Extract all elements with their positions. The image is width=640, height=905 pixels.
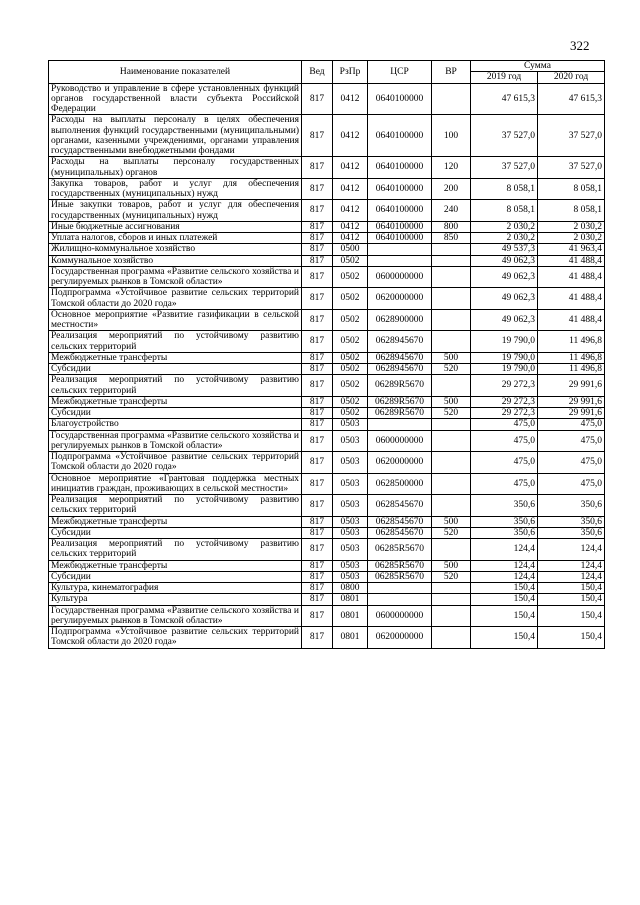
cell-rzpr: 0502 <box>333 375 368 397</box>
budget-table <box>48 60 605 649</box>
table-row <box>49 331 605 353</box>
cell-name: Реализация мероприятий по устойчивому развитию сельских территорий <box>49 495 302 517</box>
cell-y2020: 150,4 <box>538 605 605 627</box>
cell-ved: 817 <box>302 83 333 115</box>
cell-csr: 0628545670 <box>368 527 432 538</box>
table-row <box>49 627 605 649</box>
cell-csr: 0600000000 <box>368 266 432 288</box>
cell-y2020: 150,4 <box>538 594 605 605</box>
cell-vr: 520 <box>432 408 471 419</box>
cell-name: Основное мероприятие «Грантовая поддержка местных инициатив граждан, проживающих в сельской местности» <box>49 473 302 495</box>
cell-vr: 500 <box>432 516 471 527</box>
cell-name: Реализация мероприятий по устойчивому развитию сельских территорий <box>49 331 302 353</box>
cell-vr <box>432 309 471 331</box>
cell-ved: 817 <box>302 583 333 594</box>
cell-y2019: 49 537,3 <box>471 244 538 255</box>
cell-name: Межбюджетные трансферты <box>49 352 302 363</box>
table-row <box>49 178 605 200</box>
cell-y2019: 475,0 <box>471 473 538 495</box>
table-row <box>49 233 605 244</box>
cell-csr: 0628900000 <box>368 309 432 331</box>
cell-y2020: 475,0 <box>538 430 605 452</box>
cell-rzpr: 0503 <box>333 452 368 474</box>
cell-y2020: 475,0 <box>538 419 605 430</box>
cell-y2019: 37 527,0 <box>471 115 538 157</box>
cell-ved: 817 <box>302 452 333 474</box>
cell-ved: 817 <box>302 560 333 571</box>
cell-y2020: 124,4 <box>538 539 605 561</box>
cell-vr <box>432 244 471 255</box>
cell-csr: 0640100000 <box>368 200 432 222</box>
cell-rzpr: 0502 <box>333 331 368 353</box>
cell-rzpr: 0503 <box>333 473 368 495</box>
table-row <box>49 309 605 331</box>
table-row <box>49 452 605 474</box>
cell-y2020: 41 488,4 <box>538 266 605 288</box>
cell-vr <box>432 452 471 474</box>
cell-rzpr: 0412 <box>333 115 368 157</box>
cell-csr: 06285R5670 <box>368 539 432 561</box>
table-row <box>49 539 605 561</box>
cell-rzpr: 0502 <box>333 364 368 375</box>
cell-rzpr: 0412 <box>333 83 368 115</box>
cell-name: Государственная программа «Развитие сельского хозяйства и регулируемых рынков в Томской области» <box>49 266 302 288</box>
cell-y2019: 49 062,3 <box>471 255 538 266</box>
cell-name: Основное мероприятие «Развитие газификации в сельской местности» <box>49 309 302 331</box>
cell-rzpr: 0502 <box>333 352 368 363</box>
cell-csr <box>368 255 432 266</box>
cell-y2019: 8 058,1 <box>471 200 538 222</box>
cell-y2020: 11 496,8 <box>538 352 605 363</box>
cell-y2020: 37 527,0 <box>538 157 605 179</box>
cell-y2020: 8 058,1 <box>538 178 605 200</box>
cell-vr <box>432 83 471 115</box>
cell-y2019: 19 790,0 <box>471 331 538 353</box>
cell-rzpr: 0502 <box>333 288 368 310</box>
cell-vr: 520 <box>432 527 471 538</box>
table-row <box>49 516 605 527</box>
cell-ved: 817 <box>302 375 333 397</box>
cell-name: Расходы на выплаты персоналу государственных (муниципальных) органов <box>49 157 302 179</box>
cell-name: Подпрограмма «Устойчивое развитие сельских территорий Томской области до 2020 года» <box>49 452 302 474</box>
header-2020: 2020 год <box>538 72 605 83</box>
page-number: 322 <box>570 38 590 53</box>
table-row <box>49 527 605 538</box>
cell-csr: 0620000000 <box>368 288 432 310</box>
cell-y2019: 19 790,0 <box>471 364 538 375</box>
table-row <box>49 408 605 419</box>
cell-csr: 0600000000 <box>368 605 432 627</box>
cell-y2019: 8 058,1 <box>471 178 538 200</box>
table-row <box>49 157 605 179</box>
cell-y2020: 2 030,2 <box>538 233 605 244</box>
cell-name: Культура, кинематография <box>49 583 302 594</box>
cell-vr <box>432 495 471 517</box>
cell-name: Подпрограмма «Устойчивое развитие сельских территорий Томской области до 2020 года» <box>49 627 302 649</box>
cell-y2020: 41 488,4 <box>538 309 605 331</box>
cell-y2020: 475,0 <box>538 473 605 495</box>
cell-y2020: 29 991,6 <box>538 375 605 397</box>
cell-y2020: 47 615,3 <box>538 83 605 115</box>
cell-name: Государственная программа «Развитие сельского хозяйства и регулируемых рынков в Томской области» <box>49 605 302 627</box>
cell-vr: 500 <box>432 560 471 571</box>
cell-ved: 817 <box>302 408 333 419</box>
table-row <box>49 605 605 627</box>
cell-y2020: 124,4 <box>538 560 605 571</box>
cell-csr <box>368 419 432 430</box>
cell-rzpr: 0503 <box>333 430 368 452</box>
cell-csr: 06285R5670 <box>368 560 432 571</box>
cell-csr: 06285R5670 <box>368 571 432 582</box>
cell-csr: 06289R5670 <box>368 408 432 419</box>
header-rzpr: РзПр <box>333 61 368 84</box>
cell-csr: 0640100000 <box>368 115 432 157</box>
cell-ved: 817 <box>302 221 333 232</box>
cell-rzpr: 0412 <box>333 178 368 200</box>
table-row <box>49 375 605 397</box>
cell-y2019: 475,0 <box>471 452 538 474</box>
cell-vr: 500 <box>432 396 471 407</box>
cell-y2020: 11 496,8 <box>538 331 605 353</box>
cell-csr: 0600000000 <box>368 430 432 452</box>
cell-ved: 817 <box>302 364 333 375</box>
cell-rzpr: 0412 <box>333 200 368 222</box>
cell-csr: 06289R5670 <box>368 396 432 407</box>
cell-y2019: 37 527,0 <box>471 157 538 179</box>
cell-ved: 817 <box>302 352 333 363</box>
cell-y2019: 150,4 <box>471 583 538 594</box>
cell-ved: 817 <box>302 430 333 452</box>
cell-y2019: 29 272,3 <box>471 375 538 397</box>
cell-name: Субсидии <box>49 408 302 419</box>
cell-y2019: 475,0 <box>471 430 538 452</box>
cell-ved: 817 <box>302 571 333 582</box>
cell-vr <box>432 266 471 288</box>
cell-y2020: 350,6 <box>538 495 605 517</box>
cell-rzpr: 0502 <box>333 408 368 419</box>
cell-vr <box>432 605 471 627</box>
cell-name: Уплата налогов, сборов и иных платежей <box>49 233 302 244</box>
cell-rzpr: 0801 <box>333 605 368 627</box>
cell-name: Жилищно-коммунальное хозяйство <box>49 244 302 255</box>
cell-ved: 817 <box>302 309 333 331</box>
cell-y2019: 350,6 <box>471 495 538 517</box>
cell-name: Иные бюджетные ассигнования <box>49 221 302 232</box>
cell-name: Подпрограмма «Устойчивое развитие сельских территорий Томской области до 2020 года» <box>49 288 302 310</box>
cell-csr: 06289R5670 <box>368 375 432 397</box>
cell-y2019: 2 030,2 <box>471 233 538 244</box>
cell-ved: 817 <box>302 331 333 353</box>
table-body <box>49 83 605 648</box>
cell-ved: 817 <box>302 244 333 255</box>
cell-vr <box>432 539 471 561</box>
cell-vr: 500 <box>432 352 471 363</box>
table-row <box>49 594 605 605</box>
cell-rzpr: 0502 <box>333 255 368 266</box>
header-vr: ВР <box>432 61 471 84</box>
cell-y2019: 49 062,3 <box>471 266 538 288</box>
cell-y2019: 150,4 <box>471 605 538 627</box>
cell-name: Межбюджетные трансферты <box>49 396 302 407</box>
table-row <box>49 352 605 363</box>
table-row <box>49 560 605 571</box>
cell-rzpr: 0502 <box>333 266 368 288</box>
table-row <box>49 419 605 430</box>
cell-y2019: 124,4 <box>471 571 538 582</box>
cell-y2019: 124,4 <box>471 560 538 571</box>
cell-y2019: 29 272,3 <box>471 408 538 419</box>
header-name: Наименование показателей <box>49 61 302 84</box>
cell-y2020: 41 963,4 <box>538 244 605 255</box>
table-row <box>49 83 605 115</box>
header-csr: ЦСР <box>368 61 432 84</box>
table-row <box>49 430 605 452</box>
cell-vr: 240 <box>432 200 471 222</box>
cell-rzpr: 0412 <box>333 157 368 179</box>
cell-ved: 817 <box>302 627 333 649</box>
cell-ved: 817 <box>302 255 333 266</box>
table-row <box>49 244 605 255</box>
cell-rzpr: 0503 <box>333 419 368 430</box>
cell-ved: 817 <box>302 516 333 527</box>
table-row <box>49 495 605 517</box>
cell-rzpr: 0503 <box>333 539 368 561</box>
cell-y2019: 2 030,2 <box>471 221 538 232</box>
cell-name: Руководство и управление в сфере установленных функций органов государственной власти субъекта Российской Федерации <box>49 83 302 115</box>
cell-y2020: 150,4 <box>538 583 605 594</box>
cell-y2020: 37 527,0 <box>538 115 605 157</box>
cell-ved: 817 <box>302 233 333 244</box>
table-row <box>49 200 605 222</box>
table-row <box>49 571 605 582</box>
cell-name: Расходы на выплаты персоналу в целях обеспечения выполнения функций государственными (муниципальными) органами, казенными учреждениями, органами управления государственными внебюджетными фондами <box>49 115 302 157</box>
cell-name: Межбюджетные трансферты <box>49 516 302 527</box>
cell-vr <box>432 627 471 649</box>
cell-csr: 0620000000 <box>368 452 432 474</box>
table-row <box>49 221 605 232</box>
cell-csr: 0628545670 <box>368 516 432 527</box>
cell-y2020: 41 488,4 <box>538 255 605 266</box>
cell-csr: 0628945670 <box>368 352 432 363</box>
cell-csr: 0640100000 <box>368 221 432 232</box>
cell-csr: 0640100000 <box>368 157 432 179</box>
cell-vr: 200 <box>432 178 471 200</box>
cell-vr <box>432 255 471 266</box>
cell-y2020: 350,6 <box>538 516 605 527</box>
cell-name: Культура <box>49 594 302 605</box>
cell-vr: 100 <box>432 115 471 157</box>
cell-y2020: 29 991,6 <box>538 408 605 419</box>
cell-ved: 817 <box>302 115 333 157</box>
cell-vr <box>432 288 471 310</box>
cell-csr: 0628945670 <box>368 364 432 375</box>
cell-rzpr: 0503 <box>333 571 368 582</box>
cell-rzpr: 0801 <box>333 627 368 649</box>
cell-vr: 520 <box>432 571 471 582</box>
cell-rzpr: 0412 <box>333 233 368 244</box>
cell-rzpr: 0502 <box>333 309 368 331</box>
table-row <box>49 364 605 375</box>
cell-name: Межбюджетные трансферты <box>49 560 302 571</box>
cell-y2020: 124,4 <box>538 571 605 582</box>
cell-ved: 817 <box>302 605 333 627</box>
cell-vr <box>432 430 471 452</box>
cell-name: Реализация мероприятий по устойчивому развитию сельских территорий <box>49 539 302 561</box>
cell-ved: 817 <box>302 178 333 200</box>
header-2019: 2019 год <box>471 72 538 83</box>
cell-name: Благоустройство <box>49 419 302 430</box>
cell-y2019: 19 790,0 <box>471 352 538 363</box>
cell-csr: 0628945670 <box>368 331 432 353</box>
cell-vr: 850 <box>432 233 471 244</box>
cell-y2019: 49 062,3 <box>471 288 538 310</box>
cell-csr: 0628545670 <box>368 495 432 517</box>
cell-ved: 817 <box>302 288 333 310</box>
cell-ved: 817 <box>302 527 333 538</box>
cell-vr <box>432 331 471 353</box>
cell-rzpr: 0412 <box>333 221 368 232</box>
cell-csr: 0640100000 <box>368 233 432 244</box>
cell-name: Субсидии <box>49 571 302 582</box>
cell-vr: 120 <box>432 157 471 179</box>
cell-ved: 817 <box>302 594 333 605</box>
cell-y2019: 47 615,3 <box>471 83 538 115</box>
cell-name: Коммунальное хозяйство <box>49 255 302 266</box>
cell-y2020: 2 030,2 <box>538 221 605 232</box>
cell-csr: 0640100000 <box>368 178 432 200</box>
cell-rzpr: 0800 <box>333 583 368 594</box>
cell-csr: 0620000000 <box>368 627 432 649</box>
cell-y2019: 150,4 <box>471 594 538 605</box>
cell-csr <box>368 244 432 255</box>
cell-vr <box>432 594 471 605</box>
cell-ved: 817 <box>302 419 333 430</box>
cell-rzpr: 0503 <box>333 516 368 527</box>
cell-vr <box>432 419 471 430</box>
cell-name: Субсидии <box>49 364 302 375</box>
cell-csr <box>368 594 432 605</box>
cell-y2020: 29 991,6 <box>538 396 605 407</box>
cell-y2019: 124,4 <box>471 539 538 561</box>
cell-y2019: 350,6 <box>471 516 538 527</box>
table-row <box>49 288 605 310</box>
table-row <box>49 396 605 407</box>
cell-y2019: 49 062,3 <box>471 309 538 331</box>
cell-ved: 817 <box>302 495 333 517</box>
table-row <box>49 255 605 266</box>
cell-rzpr: 0503 <box>333 527 368 538</box>
table-row <box>49 115 605 157</box>
cell-ved: 817 <box>302 157 333 179</box>
cell-y2019: 29 272,3 <box>471 396 538 407</box>
cell-y2019: 350,6 <box>471 527 538 538</box>
cell-y2020: 350,6 <box>538 527 605 538</box>
cell-name: Субсидии <box>49 527 302 538</box>
table-row <box>49 583 605 594</box>
cell-vr: 520 <box>432 364 471 375</box>
cell-vr <box>432 583 471 594</box>
cell-rzpr: 0502 <box>333 396 368 407</box>
cell-vr <box>432 473 471 495</box>
cell-name: Иные закупки товаров, работ и услуг для обеспечения государственных (муниципальных) нужд <box>49 200 302 222</box>
header-sum: Сумма <box>471 61 605 72</box>
table-row <box>49 266 605 288</box>
cell-name: Закупка товаров, работ и услуг для обеспечения государственных (муниципальных) нужд <box>49 178 302 200</box>
table-row <box>49 473 605 495</box>
cell-y2020: 475,0 <box>538 452 605 474</box>
cell-y2019: 150,4 <box>471 627 538 649</box>
cell-rzpr: 0500 <box>333 244 368 255</box>
cell-ved: 817 <box>302 266 333 288</box>
cell-name: Реализация мероприятий по устойчивому развитию сельских территорий <box>49 375 302 397</box>
cell-ved: 817 <box>302 539 333 561</box>
cell-rzpr: 0503 <box>333 495 368 517</box>
cell-name: Государственная программа «Развитие сельского хозяйства и регулируемых рынков в Томской области» <box>49 430 302 452</box>
cell-y2020: 150,4 <box>538 627 605 649</box>
cell-rzpr: 0801 <box>333 594 368 605</box>
header-ved: Вед <box>302 61 333 84</box>
cell-y2020: 41 488,4 <box>538 288 605 310</box>
cell-csr: 0640100000 <box>368 83 432 115</box>
cell-ved: 817 <box>302 200 333 222</box>
cell-csr: 0628500000 <box>368 473 432 495</box>
cell-vr: 800 <box>432 221 471 232</box>
cell-ved: 817 <box>302 473 333 495</box>
cell-rzpr: 0503 <box>333 560 368 571</box>
cell-y2020: 8 058,1 <box>538 200 605 222</box>
cell-ved: 817 <box>302 396 333 407</box>
cell-y2020: 11 496,8 <box>538 364 605 375</box>
cell-csr <box>368 583 432 594</box>
cell-vr <box>432 375 471 397</box>
cell-y2019: 475,0 <box>471 419 538 430</box>
